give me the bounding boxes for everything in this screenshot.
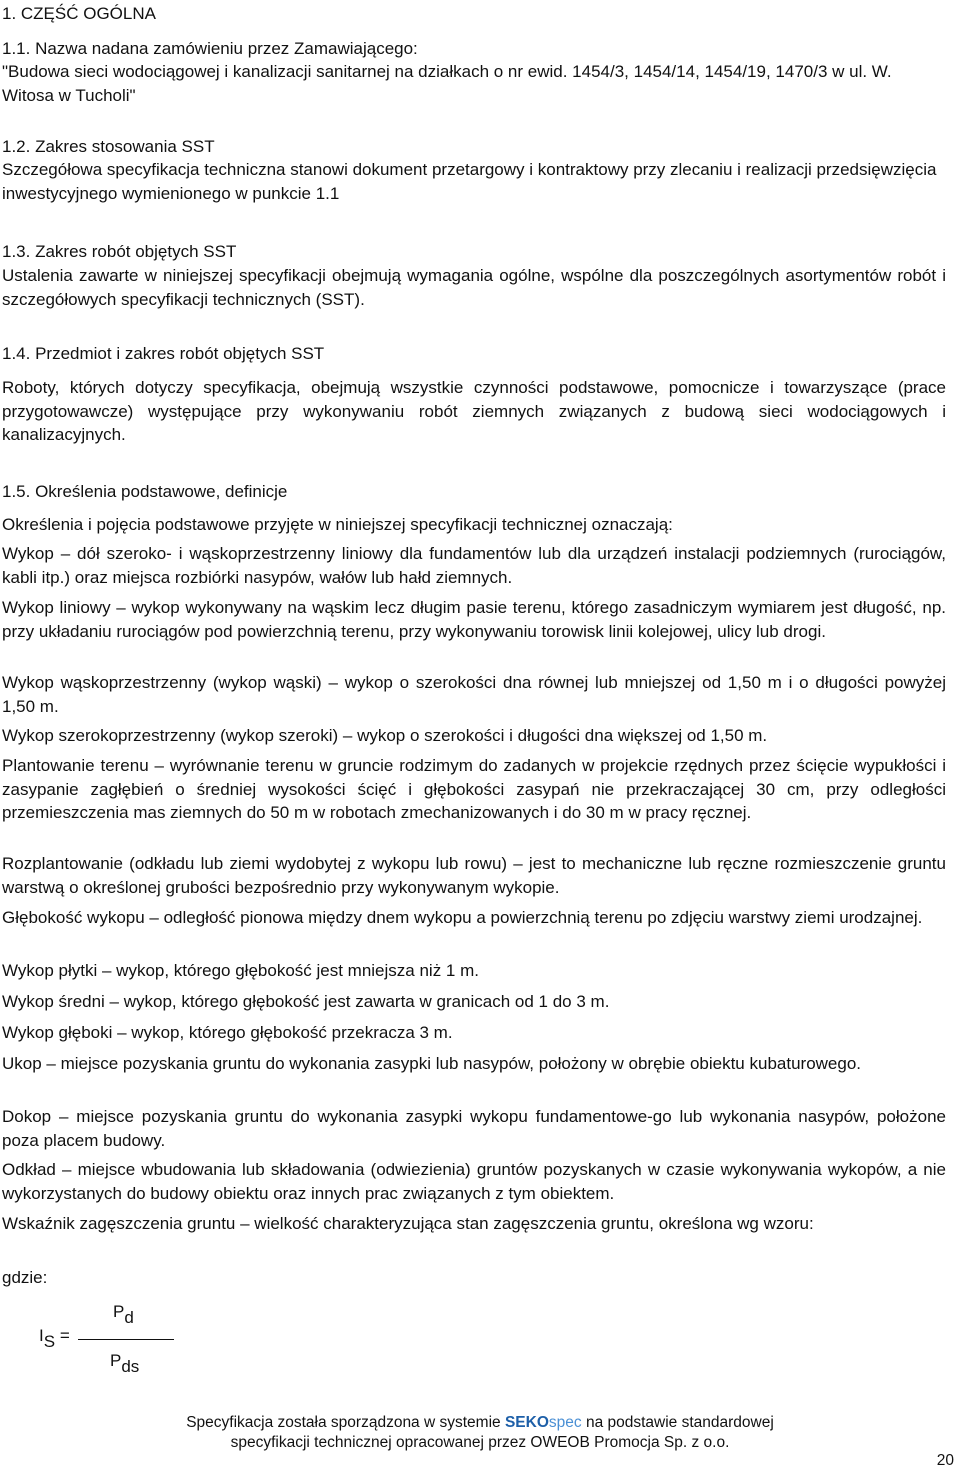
definition-item: Wykop liniowy – wykop wykonywany na wąskim lecz długim pasie terenu, którego zasadniczym wymiarem jest długość, np. przy układaniu rurociągów pod powierzchnią terenu, przy wykonywaniu torowisk linii kolejowej, ulicy lub drogi. [2, 598, 946, 641]
formula-denominator: Pds [110, 1351, 140, 1376]
works-scope-text: Ustalenia zawarte w niniejszej specyfikacji obejmują wymagania ogólne, wspólne dla poszczególnych asortymentów robót i szczegółowych specyfikacji technicznych (SST). [2, 266, 946, 309]
subsection-heading-1-4: 1.4. Przedmiot i zakres robót objętych SST [2, 344, 325, 363]
page-footer [0, 1413, 960, 1453]
definitions-intro: Określenia i pojęcia podstawowe przyjęte w niniejszej specyfikacji technicznej oznaczają: [2, 515, 673, 534]
definition-item: Wykop wąskoprzestrzenny (wykop wąski) – wykop o szerokości dna równej lub mniejszej od 1,50 m i o długości powyżej 1,50 m. [2, 673, 946, 716]
where-label: gdzie: [2, 1268, 48, 1287]
subject-text: Roboty, których dotyczy specyfikacja, obejmują wszystkie czynności podstawowe, pomocnicze i towarzyszące (prace przygotowawcze) występujące przy wykonywaniu robót ziemnych związanych z budową sieci wodociągowych i kanalizacyjnych. [2, 378, 946, 444]
section-heading: 1. CZĘŚĆ OGÓLNA [2, 4, 156, 23]
scope-text: Szczegółowa specyfikacja techniczna stanowi dokument przetargowy i kontraktowy przy zlecaniu i realizacji przedsięwzięcia inwestycyjnego wymienionego w punkcie 1.1 [2, 160, 937, 203]
definition-item: Dokop – miejsce pozyskania gruntu do wykonania zasypki wykopu fundamentowe-go lub wykonania nasypów, położone poza placem budowy. [2, 1107, 946, 1150]
sekospec-logo: SEKOspec [504, 1414, 582, 1431]
footer-line-1: Specyfikacja została sporządzona w systemie SEKOspec na podstawie standardowej [186, 1414, 774, 1431]
subsection-heading-1-1: 1.1. Nazwa nadana zamówieniu przez Zamawiającego: [2, 39, 418, 58]
definition-item: Rozplantowanie (odkładu lub ziemi wydobytej z wykopu lub rowu) – jest to mechaniczne lub ręczne rozmieszczenie gruntu warstwą o określonej grubości bezpośrednio przy wykonywanym wykopie. [2, 854, 946, 897]
fraction-bar [78, 1339, 174, 1340]
definition-item: Wykop średni – wykop, którego głębokość jest zawarta w granicach od 1 do 3 m. [2, 992, 610, 1011]
subsection-heading-1-3: 1.3. Zakres robót objętych SST [2, 242, 237, 261]
definition-item: Wskaźnik zagęszczenia gruntu – wielkość charakteryzująca stan zagęszczenia gruntu, określona wg wzoru: [2, 1214, 814, 1233]
formula-numerator: Pd [113, 1302, 134, 1327]
subsection-heading-1-2: 1.2. Zakres stosowania SST [2, 137, 215, 156]
definition-item: Odkład – miejsce wbudowania lub składowania (odwiezienia) gruntów pozyskanych w czasie wykonywania wykopów, a nie wykorzystanych do budowy obiektu oraz innych prac związanych z tym obiektem. [2, 1160, 946, 1203]
definition-item: Wykop szerokoprzestrzenny (wykop szeroki) – wykop o szerokości i długości dna większej od 1,50 m. [2, 726, 768, 745]
definition-item: Wykop – dół szeroko- i wąskoprzestrzenny liniowy dla fundamentów lub dla urządzeń instalacji podziemnych (rurociągów, kabli itp.) oraz miejsca rozbiórki nasypów, wałów lub hałd ziemnych. [2, 544, 946, 587]
subsection-heading-1-5: 1.5. Określenia podstawowe, definicje [2, 482, 288, 501]
definition-item: Wykop głęboki – wykop, którego głębokość przekracza 3 m. [2, 1023, 453, 1042]
definition-item: Głębokość wykopu – odległość pionowa między dnem wykopu a powierzchnią terenu po zdjęciu warstwy ziemi urodzajnej. [2, 908, 923, 927]
formula-lhs: IS = [39, 1326, 70, 1351]
definition-item: Plantowanie terenu – wyrównanie terenu w gruncie rodzimym do zadanych w projekcie rzędnych przez ścięcie wypukłości i zasypanie zagłębień o średniej wysokości ścięć i głębokości zasypań nie przekraczającej 30 cm, przy odległości przemieszczenia mas ziemnych do 50 m w robotach zmechanizowanych i do 30 m w pracy ręcznej. [2, 756, 946, 822]
definition-item: Ukop – miejsce pozyskania gruntu do wykonania zasypki lub nasypów, położony w obrębie obiektu kubaturowego. [2, 1054, 862, 1073]
definition-item: Wykop płytki – wykop, którego głębokość jest mniejsza niż 1 m. [2, 961, 479, 980]
footer-line-2: specyfikacji technicznej opracowanej przez OWEOB Promocja Sp. z o.o. [230, 1434, 730, 1451]
page-number: 20 [936, 1452, 954, 1469]
order-name: "Budowa sieci wodociągowej i kanalizacji sanitarnej na działkach o nr ewid. 1454/3, 1454/14, 1454/19, 1470/3 w ul. W. Witosa w Tucholi" [2, 62, 892, 105]
